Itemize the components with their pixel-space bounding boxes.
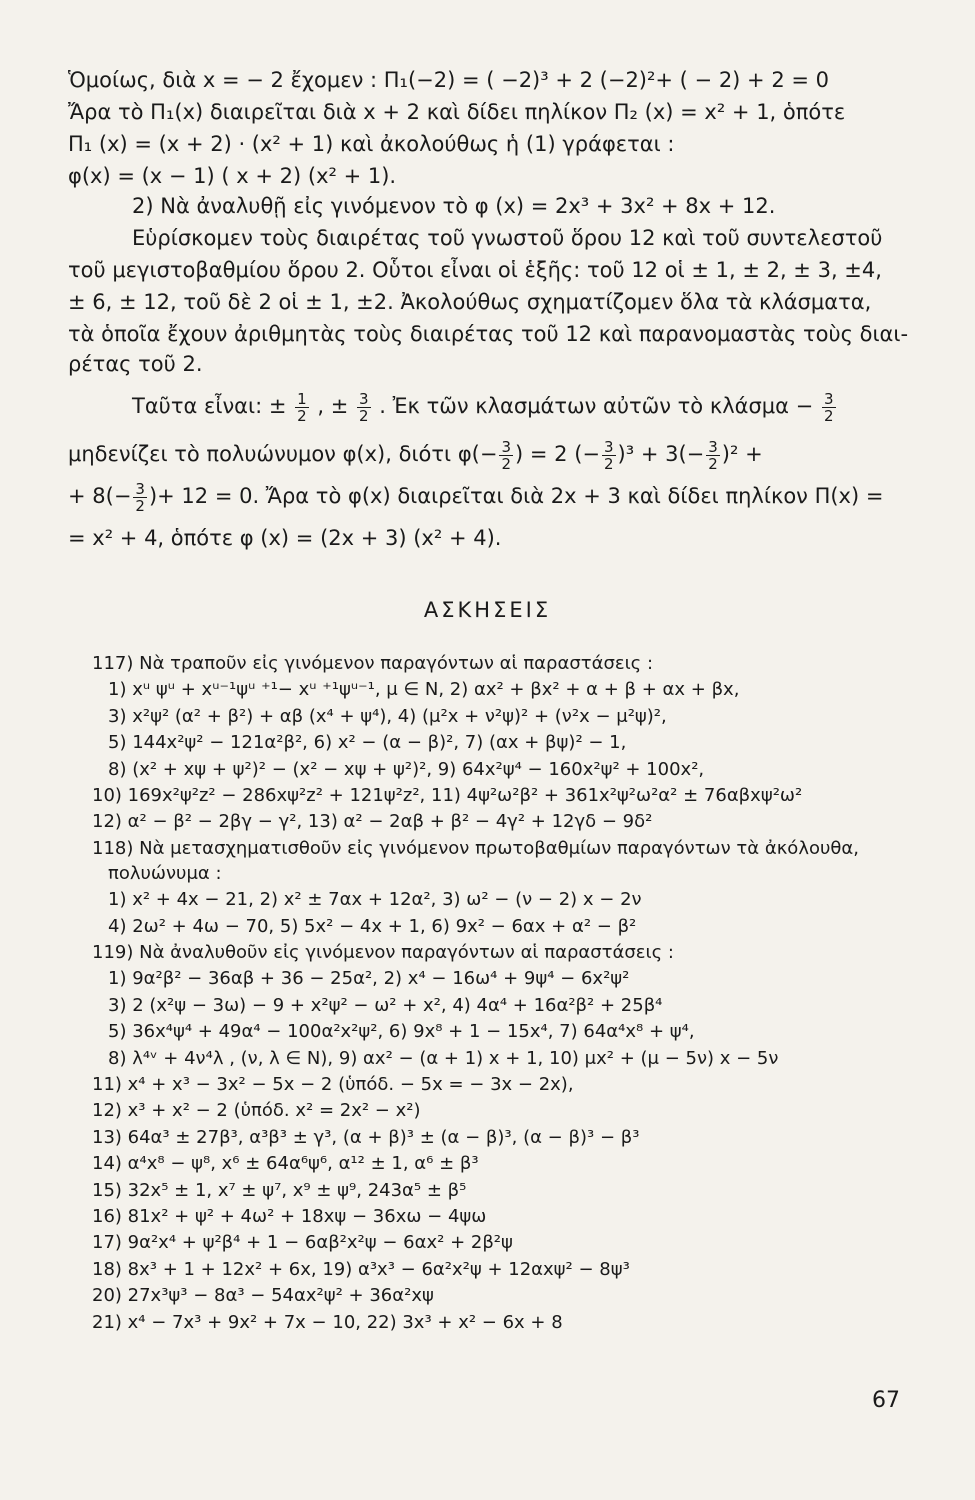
exercise-line: 16) 81x² + ψ² + 4ω² + 18xψ − 36xω − 4ψω	[92, 1206, 487, 1227]
exercise-line: 8) (x² + xψ + ψ²)² − (x² − xψ + ψ²)², 9) 64x²ψ⁴ − 160x²ψ² + 100x²,	[108, 758, 705, 780]
exercise-line: 12) α² − β² − 2βγ − γ², 13) α² − 2αβ + β² − 4γ² + 12γδ − 9δ²	[92, 811, 653, 833]
intro-line: τοῦ μεγιστοβαθμίου ὅρου 2. Οὗτοι εἶναι οἱ ἑξῆς: τοῦ 12 οἱ ± 1, ± 2, ± 3, ±4,	[68, 258, 882, 282]
text: . Ἐκ τῶν κλασμάτων αὐτῶν τὸ κλάσμα −	[379, 394, 814, 418]
exercise-line: 1) x² + 4x − 21, 2) x² ± 7αx + 12α², 3) ω² − (ν − 2) x − 2ν	[108, 889, 642, 911]
fraction: $\frac{3}{2}$	[501, 437, 512, 473]
fraction: $\frac{3}{2}$	[135, 479, 145, 515]
exercise-line: 15) 32x⁵ ± 1, x⁷ ± ψ⁷, x⁹ ± ψ⁹, 243α⁵ ± β⁵	[92, 1179, 467, 1201]
exercise-line: 13) 64α³ ± 27β³, α³β³ ± γ³, (α + β)³ ± (α − β)³, (α − β)³ − β³	[92, 1126, 640, 1148]
exercise-line: 12) x³ + x² − 2 (ὑπόδ. x² = 2x² − x²)	[92, 1100, 421, 1122]
exercise-line: 117) Νὰ τραποῦν εἰς γινόμενον παραγόντων αἱ παραστάσεις :	[92, 653, 654, 674]
intro-line: Εὑρίσκομεν τοὺς διαιρέτας τοῦ γνωστοῦ ὅρου 12 καὶ τοῦ συντελεστοῦ	[132, 226, 883, 250]
text: ) = 2 (−	[515, 442, 600, 466]
exercise-line: 10) 169x²ψ²z² − 286xψ²z² + 121ψ²z², 11) 4ψ²ω²β² + 361x²ψ²ω²α² ± 76αβxψ²ω²	[92, 785, 803, 806]
exercise-line: 11) x⁴ + x³ − 3x² − 5x − 2 (ὑπόδ. − 5x = − 3x − 2x),	[92, 1074, 574, 1095]
exercise-line: 8) λ⁴ᵛ + 4ν⁴λ , (ν, λ ∈ N), 9) αx² − (α + 1) x + 1, 10) μx² + (μ − 5ν) x − 5ν	[108, 1047, 779, 1069]
intro-line: τὰ ὁποῖα ἔχουν ἀριθμητὰς τοὺς διαιρέτας τοῦ 12 καὶ παρανομαστὰς τοὺς διαι-	[68, 322, 909, 346]
fractions-line	[132, 388, 975, 424]
fraction: $\frac{3}{2}$	[359, 389, 369, 425]
exercise-line: 1) xᵘ ψᵘ + xᵘ⁻¹ψᵘ ⁺¹− xᵘ ⁺¹ψᵘ⁻¹, μ ∈ N, 2) αx² + βx² + α + β + αx + βx,	[108, 679, 740, 701]
page-number: 67	[872, 1388, 900, 1413]
intro-line: ± 6, ± 12, τοῦ δὲ 2 οἱ ± 1, ±2. Ἀκολούθως σχηματίζομεν ὅλα τὰ κλάσματα,	[68, 290, 872, 314]
fraction: $\frac{3}{2}$	[823, 389, 834, 425]
zero-line	[68, 436, 913, 472]
exercise-line: πολυώνυμα :	[108, 862, 222, 884]
intro-line: Ἄρα τὸ Π₁(x) διαιρεῖται διὰ x + 2 καὶ δίδει πηλίκον Π₂ (x) = x² + 1, ὁπότε	[68, 100, 846, 124]
text: + 8(−	[68, 484, 132, 508]
intro-line: Ὁμοίως, διὰ x = − 2 ἔχομεν : Π₁(−2) = ( −2)³ + 2 (−2)²+ ( − 2) + 2 = 0	[68, 68, 829, 92]
text: μηδενίζει τὸ πολυώνυμον φ(x), διότι φ(−	[68, 442, 498, 466]
final-line: = x² + 4, ὁπότε φ (x) = (2x + 3) (x² + 4).	[68, 526, 502, 550]
result-line	[68, 478, 913, 514]
text: , ±	[317, 394, 349, 418]
text: )² +	[721, 442, 763, 466]
intro-line: φ(x) = (x − 1) ( x + 2) (x² + 1).	[68, 164, 397, 188]
intro-line: 2) Νὰ ἀναλυθῇ εἰς γινόμενον τὸ φ (x) = 2x³ + 3x² + 8x + 12.	[132, 194, 776, 218]
text: )+ 12 = 0. Ἄρα τὸ φ(x) διαιρεῖται διὰ 2x + 3 καὶ δίδει πηλίκον Π(x) =	[148, 484, 884, 508]
section-heading: ΑΣΚΗΣΕΙΣ	[423, 598, 552, 622]
exercise-line: 5) 36x⁴ψ⁴ + 49α⁴ − 100α²x²ψ², 6) 9x⁸ + 1 − 15x⁴, 7) 64α⁴x⁸ + ψ⁴,	[108, 1021, 695, 1043]
text: Ταῦτα εἶναι: ±	[132, 394, 287, 418]
exercise-line: 5) 144x²ψ² − 121α²β², 6) x² − (α − β)², 7) (αx + βψ)² − 1,	[108, 732, 627, 754]
exercise-line: 14) α⁴x⁸ − ψ⁸, x⁶ ± 64α⁶ψ⁶, α¹² ± 1, α⁶ ± β³	[92, 1153, 479, 1175]
text: )³ + 3(−	[617, 442, 705, 466]
exercise-line: 3) 2 (x²ψ − 3ω) − 9 + x²ψ² − ω² + x², 4) 4α⁴ + 16α²β² + 25β⁴	[108, 994, 663, 1016]
exercise-line: 1) 9α²β² − 36αβ + 36 − 25α², 2) x⁴ − 16ω⁴ + 9ψ⁴ − 6x²ψ²	[108, 968, 630, 990]
fraction: $\frac{1}{2}$	[297, 389, 307, 425]
exercise-line: 118) Νὰ μετασχηματισθοῦν εἰς γινόμενον πρωτοβαθμίων παραγόντων τὰ ἀκόλουθα,	[92, 837, 859, 859]
exercise-line: 17) 9α²x⁴ + ψ²β⁴ + 1 − 6αβ²x²ψ − 6αx² + 2β²ψ	[92, 1232, 513, 1254]
exercise-line: 20) 27x³ψ³ − 8α³ − 54αx²ψ² + 36α²xψ	[92, 1285, 434, 1307]
exercise-line: 3) x²ψ² (α² + β²) + αβ (x⁴ + ψ⁴), 4) (μ²x + ν²ψ)² + (ν²x − μ²ψ)²,	[108, 705, 667, 727]
exercise-line: 18) 8x³ + 1 + 12x² + 6x, 19) α³x³ − 6α²x²ψ + 12αxψ² − 8ψ³	[92, 1258, 630, 1280]
exercise-line: 4) 2ω² + 4ω − 70, 5) 5x² − 4x + 1, 6) 9x² − 6αx + α² − β²	[108, 915, 637, 937]
fraction: $\frac{3}{2}$	[603, 437, 614, 473]
exercise-line: 119) Νὰ ἀναλυθοῦν εἰς γινόμενον παραγόντων αἱ παραστάσεις :	[92, 942, 674, 963]
fraction: $\frac{3}{2}$	[708, 437, 718, 473]
intro-line: ρέτας τοῦ 2.	[68, 352, 203, 376]
intro-line: Π₁ (x) = (x + 2) · (x² + 1) καὶ ἀκολούθως ἡ (1) γράφεται :	[68, 132, 675, 156]
exercise-line: 21) x⁴ − 7x³ + 9x² + 7x − 10, 22) 3x³ + x² − 6x + 8	[92, 1311, 563, 1333]
